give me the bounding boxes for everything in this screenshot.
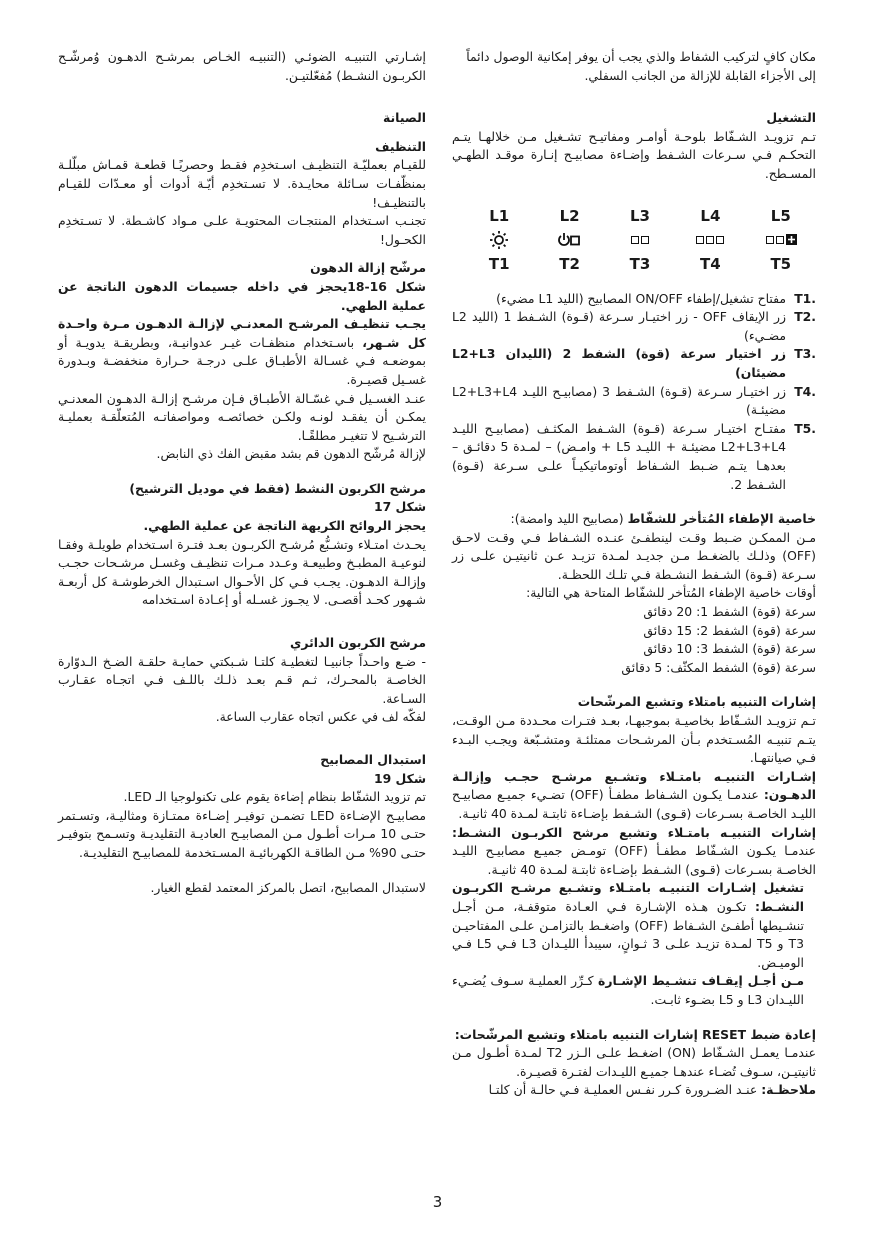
round-carbon-text-2: لفكّه لف في عكس اتجاه عقارب الساعة. <box>215 709 426 725</box>
grease-alert <box>452 768 816 824</box>
left-intro: إشـارتي التنبيـه الضوئـي (التنبيـه الخـاص بمرشـح الدهـون وُمرشّـح الكربـون النشـط) مُفعّلتيـن. <box>58 49 426 83</box>
grease-filter-text-2: عنـد الغسـيل فـي غسّـالة الأطبـاق فـإن مرشـح إزالـة الدهـون المعدنـي يمكـن أن يفقـد لونـه ولكـن خصائصـه ومواصفاتـه المُتعلّقـة بعمليـة الترشـيح لا تتغيـر مطلقًـا. <box>58 390 426 443</box>
maintenance-title: الصيانة <box>383 110 426 126</box>
lamps-text: تم تزويد الشفّاط بنظام إضاءة يقوم على تكنولوجيا الـ LED. <box>123 789 426 805</box>
panel-label-t1: T1 <box>488 254 510 273</box>
control-num: T2. <box>794 309 816 325</box>
cleaning-text-2: تجنـب اسـتخدام المنتجـات المحتويـة علـى مـواد كاشـطة. لا تسـتخدِم الكحـول! <box>58 213 426 247</box>
grease-alert-label: إشـارات التنبيـه بامتـلاء وتشـبع مرشـح حجـب وإزالـة الدهـون: <box>452 768 816 803</box>
reset-title: إعادة ضبط RESET إشارات التنبيه بامتلاء وتشبع المرشّحات: <box>454 1026 816 1042</box>
carbon-filter-title: مرشح الكربون النشط (فقط في موديل الترشيح) <box>129 480 426 496</box>
carbon-filter-figure: شكل 17 <box>373 499 426 515</box>
delayed-off-heading <box>452 510 816 529</box>
panel-label-t2: T2 <box>559 254 580 273</box>
control-item-t4 <box>452 383 816 420</box>
reset-note <box>452 1081 816 1100</box>
right-column <box>452 48 816 1100</box>
activate-text: تكـون هـذه الإشـارة فـي العـادة متوقفـة، مـن أجـل تنشـيطها أطفـئ الشـفاط (OFF) واضغـط بالتزامـن علـى المفتاحيـن T3 و T5 لمـدة تزيـد علـى 3 ثـوانٍ، سيبدأ الليـدان L3 فـي L5 فـي الوميـض. <box>452 898 804 970</box>
operation-title: التشغيل <box>766 110 816 126</box>
control-text: زر الإيقاف OFF - زر اختيـار سـرعة (قـوة) الشـفط 1 (الليد L2 مضـيء) <box>452 309 786 343</box>
control-num: T1. <box>794 290 816 306</box>
reset-note-label: ملاحظـة: <box>761 1082 816 1098</box>
reset-note-text: عنـد الضـرورة كـرر نفـس العمليـة فـي حالـة أن كلتـا <box>488 1082 758 1098</box>
control-text: زر اختيار سرعة (قوة) الشفط 2 (الليدان L2+L3 مضيئان) <box>452 346 786 380</box>
lamps-text-2: مصابيـح الإضـاءة LED تضمـن توفيـر إضـاءة ممتـازة ومثاليـة، وتسـتمر حتـى 10 مـرات أطـول مـن المصابيـح العاديـة التقليديـة وتسـمح بتوفيـر حتـى 90% مـن الطاقـة الكهربائيـة المسـتخدمة للمصابيـح التقليديـة. <box>58 807 426 860</box>
grease-filter-title: مرشّح إزالة الدهون <box>310 260 426 276</box>
carbon-filter-trap: يحجز الروائح الكريهة الناتجة عن عملية الطهي. <box>143 518 426 534</box>
grease-filter-figure: شكل 16-18يحجز في داخله جسيمات الدهون الناتجة عن عملية الطهي. <box>58 278 426 313</box>
filter-alerts-text: تـم تزويـد الشـفّاط بخاصيـة بموجبهـا، بعـد فتـرات محـددة مـن الوقـت، يتـم تنبيـه المُسـتخدم بـأن المرشـحات ممتلئـة ومتشـبّعة ويجـب البـدء فـي صيانتهـا. <box>452 713 816 766</box>
delayed-off-title-suffix: (مصابيح الليد وامضة): <box>510 511 628 527</box>
filter-alerts-title: إشارات التنبيه بامتلاء وتشبع المرشّحات <box>577 694 816 710</box>
intro-line-2: إلى الأجزاء القابلة للإزالة من الجانب السفلي. <box>584 67 816 83</box>
cleaning-text: للقيـام بعمليّـة التنظيـف اسـتخدِم فقـط وحصريًـا قطعـة قمـاش مبلّلـة بمنظّفـات سـائلة محايـدة. لا تسـتخدِم أيّـة أدوات أو معـدّات للقيـام بالتنظيـف! <box>58 157 426 210</box>
delayed-off-list-intro: أوقات خاصية الإطفاء المُتأخر للشفّاط المتاحة هي التالية: <box>526 585 816 601</box>
cleaning-title: التنظيف <box>375 138 426 154</box>
panel-label-t4: T4 <box>700 254 721 273</box>
grease-filter-instructions <box>58 315 426 389</box>
carbon-alert-deactivate <box>452 972 816 1009</box>
lamps-text-3: لاستبدال المصابيح، اتصل بالمركز المعتمد لقطع الغيار. <box>150 879 426 895</box>
control-item-t5 <box>452 420 816 494</box>
control-text: زر اختيـار سـرعة (قـوة) الشـفط 3 (مصابيـح الليـد L2+L3+L4 مضيئـة) <box>452 383 786 418</box>
grease-alert-text: عندمـا يكـون الشـفاط مطفـأ (OFF) تضـيء جميـع مصابيـح الليـد الخاصـة بسـرعات (قـوى) الشـفط بإضـاءة ثابتـة لمـدة 40 ثانيـة. <box>452 787 816 821</box>
carbon-filter-text: يحـدث امتـلاء وتشـبُّع مُرشـح الكربـون بعـد فتـرة اسـتخدام طويلـة وفقـا لنوعيـة المطبـخ وطبيعـة وعـدد مـرات تنظيـف وغسـل مرشـحات حجـب وإزالـة الدهـون. يجـب فـي كل الأحـوال اسـتبدال الخرطوشـة كل أربعـة شـهور كحـد أقصـى. لا يجـوز غسـله أو إعـادة اسـتخدامه <box>58 536 426 608</box>
light-icon[interactable] <box>464 230 534 250</box>
speed-2-icon[interactable] <box>605 230 675 250</box>
panel-label-l5: L5 <box>770 206 791 225</box>
speed-3-icon[interactable] <box>675 230 745 250</box>
panel-label-l2: L2 <box>559 206 580 225</box>
panel-label-l1: L1 <box>489 206 510 225</box>
delayed-off-time-3: سرعة (قوة) الشفط 3: 10 دقائق <box>643 641 816 657</box>
deactivate-text: كـرِّر العمليـة سـوف يُضـيء الليـدان L3 و L5 بضـوء ثابـت. <box>452 973 804 1007</box>
control-panel <box>464 206 816 274</box>
control-num: T4. <box>794 383 816 399</box>
carbon-alert-text: عندمـا يكـون الشـفّاط مطفـأ (OFF) تومـض جميـع مصابيـح الليـد الخاصـة بسـرعات (قـوى) الشـفط بإضـاءة ثابتـة لمـدة 40 ثانيـة. <box>452 843 816 877</box>
carbon-alert-activate <box>452 879 816 972</box>
control-num: T3. <box>794 346 816 362</box>
page-number: 3 <box>432 1193 443 1211</box>
control-item-t1 <box>452 290 816 309</box>
panel-label-t3: T3 <box>629 254 651 273</box>
intensive-speed-icon[interactable] <box>746 230 816 250</box>
delayed-off-text: مـن الممكـن ضـبط وقـت لينطفـئ عنـده الشـفاط فـي وقـت لاحـق (OFF) وذلـك بالضغـط مـن جديـد لمـدة تزيـد عـن ثانيتيـن علـى زر سـرعة (قـوة) الشـفط النشـطة فـي تلـك اللحظـة. <box>452 529 816 582</box>
panel-label-t5: T5 <box>770 254 792 273</box>
delayed-off-title: خاصية الإطفاء المُتأخر للشفّاط <box>627 511 816 527</box>
left-column <box>58 48 426 897</box>
delayed-off-time-4: سرعة (قوة) الشفط المكثّف: 5 دقائق <box>621 659 816 675</box>
control-item-t2 <box>452 308 816 345</box>
carbon-alert-label: إشارات التنبيـه بامتـلاء وتشبع مرشح الكربـون النشـط: <box>452 824 816 840</box>
operation-text: تـم تزويـد الشـفّاط بلوحـة أوامـر ومفاتيـح تشـغيل مـن خلالهـا يتـم التحكـم فـي سـرعات الشـفط وإضـاءة مصابيـح إنـارة موقـد الطهـي المسـطح. <box>452 128 816 181</box>
round-carbon-text: - ضـع واحـداً جانبيـا لتغطيـة كلتـا شـبكتي حمايـة حلقـة الضـخ الـدوّارة الخاصـة بالمحـرك، ثـم قـم بعـد ذلـك باللـف فـي اتجـاه عقـارب السـاعة. <box>58 653 426 706</box>
grease-filter-text: باسـتخدام منظفـات غيـر عدوانيـة، وبطريقـة يدويـة أو بموضعـه فـي غسـالة الأطبـاق علـى درجـة حـرارة منخفضـة وبـدورة غسـيل قصيـرة. <box>58 334 426 387</box>
lamps-figure: شكل 19 <box>373 770 426 786</box>
control-num: T5. <box>794 420 816 436</box>
grease-filter-text-3: لإزالة مُرشّح الدهون قم بشد مقبض الفك ذي النابض. <box>156 446 426 462</box>
intro-line-1: مكان كافٍ لتركيب الشفاط والذي يجب أن يوفر إمكانية الوصول دائماً <box>466 49 816 64</box>
control-text: مفتاح تشغيل/إطفاء ON/OFF المصابيح (الليد L1 مضيء) <box>496 290 786 306</box>
grease-filter-must: يجـب تنظيـف المرشـح المعدنـي لإزالـة الدهـون مـرة واحـدة كل شـهر، <box>58 316 426 350</box>
lamps-title: استبدال المصابيح <box>320 752 426 767</box>
control-item-t3 <box>452 345 816 382</box>
deactivate-label: مـن أجـل إيقـاف تنشـيط الإشـارة <box>598 973 804 989</box>
power-icon[interactable] <box>534 230 604 250</box>
activate-label: تشغيل إشـارات التنبيـه بامتـلاء وتشـبع مرشـح الكربـون النشـط: <box>452 880 804 914</box>
control-text: مفتـاح اختيـار سـرعة (قـوة) الشـفط المكثـف (مصابيـح الليـد L2+L3+L4 مضيئـة + الليـد L5 + وامـض) – لمـدة 5 دقائـق – بعدهـا يتـم ضـبط الشـفاط أوتوماتيكيـاً علـى سـرعة (قـوة) الشـفط 2. <box>452 420 787 492</box>
round-carbon-title: مرشح الكربون الدائري <box>290 635 426 651</box>
reset-text: عندمـا يعمـل الشـفّاط (ON) اضغـط علـى الـزر T2 لمـدة أطـول مـن ثانيتيـن، سـوف تُضـاء عندهـا جميـع الليـدات لفتـرة قصيـرة. <box>452 1045 817 1079</box>
delayed-off-time-1: سرعة (قوة) الشفط 1: 20 دقائق <box>643 604 816 620</box>
panel-label-l3: L3 <box>629 206 650 225</box>
delayed-off-time-2: سرعة (قوة) الشفط 2: 15 دقائق <box>643 622 816 638</box>
panel-label-l4: L4 <box>700 206 721 225</box>
carbon-alert <box>452 824 816 880</box>
